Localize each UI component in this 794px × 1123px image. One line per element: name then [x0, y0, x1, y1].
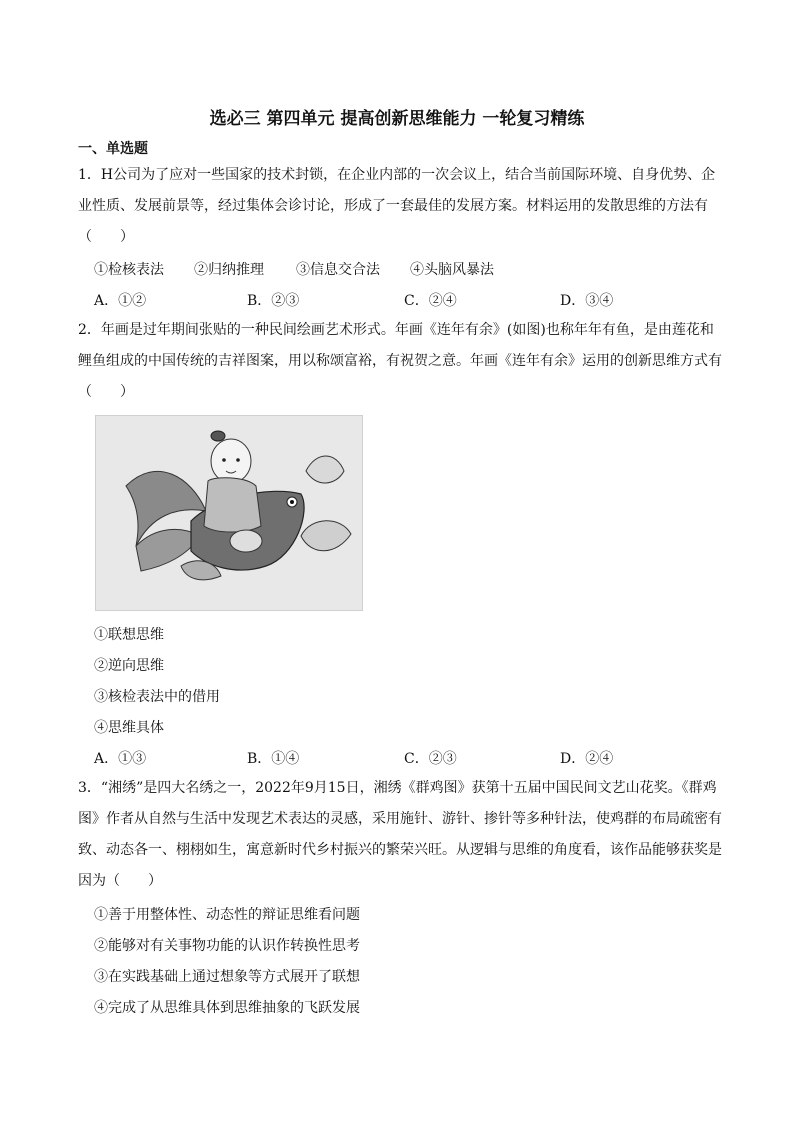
- child-with-carp-illustration: [96, 416, 362, 610]
- question-2-stem: 2．年画是过年期间张贴的一种民间绘画艺术形式。年画《连年有余》(如图)也称年年有鱼，是由莲花和鲤鱼组成的中国传统的吉祥图案，用以称颂富裕，有祝贺之意。年画《连年有余》运用的创新思维方式有（ ）: [78, 322, 722, 400]
- new-year-painting-image: [95, 415, 363, 611]
- q2-choice-c: C．②③: [404, 751, 457, 767]
- q3-item-2: ②能够对有关事物功能的认识作转换性思考: [94, 938, 360, 954]
- q2-choice-b: B．①④: [247, 751, 300, 767]
- q3-item-1: ①善于用整体性、动态性的辩证思维看问题: [94, 907, 360, 923]
- q3-item-4: ④完成了从思维具体到思维抽象的飞跃发展: [94, 1000, 360, 1016]
- q1-choice-a: A．①②: [94, 293, 147, 309]
- q1-item-2: ②归纳推理: [194, 262, 264, 278]
- q2-item-3: ③核检表法中的借用: [94, 689, 220, 705]
- q1-choice-d: D．③④: [560, 293, 614, 309]
- question-3-stem: 3．“湘绣”是四大名绣之一，2022年9月15日，湘绣《群鸡图》获第十五届中国民间文艺山花奖。《群鸡图》作者从自然与生活中发现艺术表达的灵感，采用施针、游针、掺针等多种针法，使鸡群的布局疏密有致、动态各一、栩栩如生，寓意新时代乡村振兴的繁荣兴旺。从逻辑与思维的角度看，该作品能够获奖是因为（ ）: [78, 780, 722, 889]
- q1-item-1: ①检核表法: [94, 262, 164, 278]
- q2-choice-d: D．②④: [560, 751, 614, 767]
- q1-item-3: ③信息交合法: [296, 262, 380, 278]
- page-title: 选必三 第四单元 提高创新思维能力 一轮复习精练: [209, 109, 585, 129]
- q2-choice-a: A．①③: [94, 751, 147, 767]
- q2-item-4: ④思维具体: [94, 720, 164, 736]
- q1-choice-c: C．②④: [404, 293, 457, 309]
- q2-item-2: ②逆向思维: [94, 658, 164, 674]
- question-1-stem: 1．H公司为了应对一些国家的技术封锁，在企业内部的一次会议上，结合当前国际环境、自身优势、企业性质、发展前景等，经过集体会诊讨论，形成了一套最佳的发展方案。材料运用的发散思维的方法有（ ）: [78, 167, 716, 245]
- q1-item-4: ④头脑风暴法: [410, 262, 494, 278]
- q3-item-3: ③在实践基础上通过想象等方式展开了联想: [94, 969, 360, 985]
- section-heading: 一、单选题: [78, 141, 148, 157]
- q1-choice-b: B．②③: [247, 293, 300, 309]
- q2-item-1: ①联想思维: [94, 627, 164, 643]
